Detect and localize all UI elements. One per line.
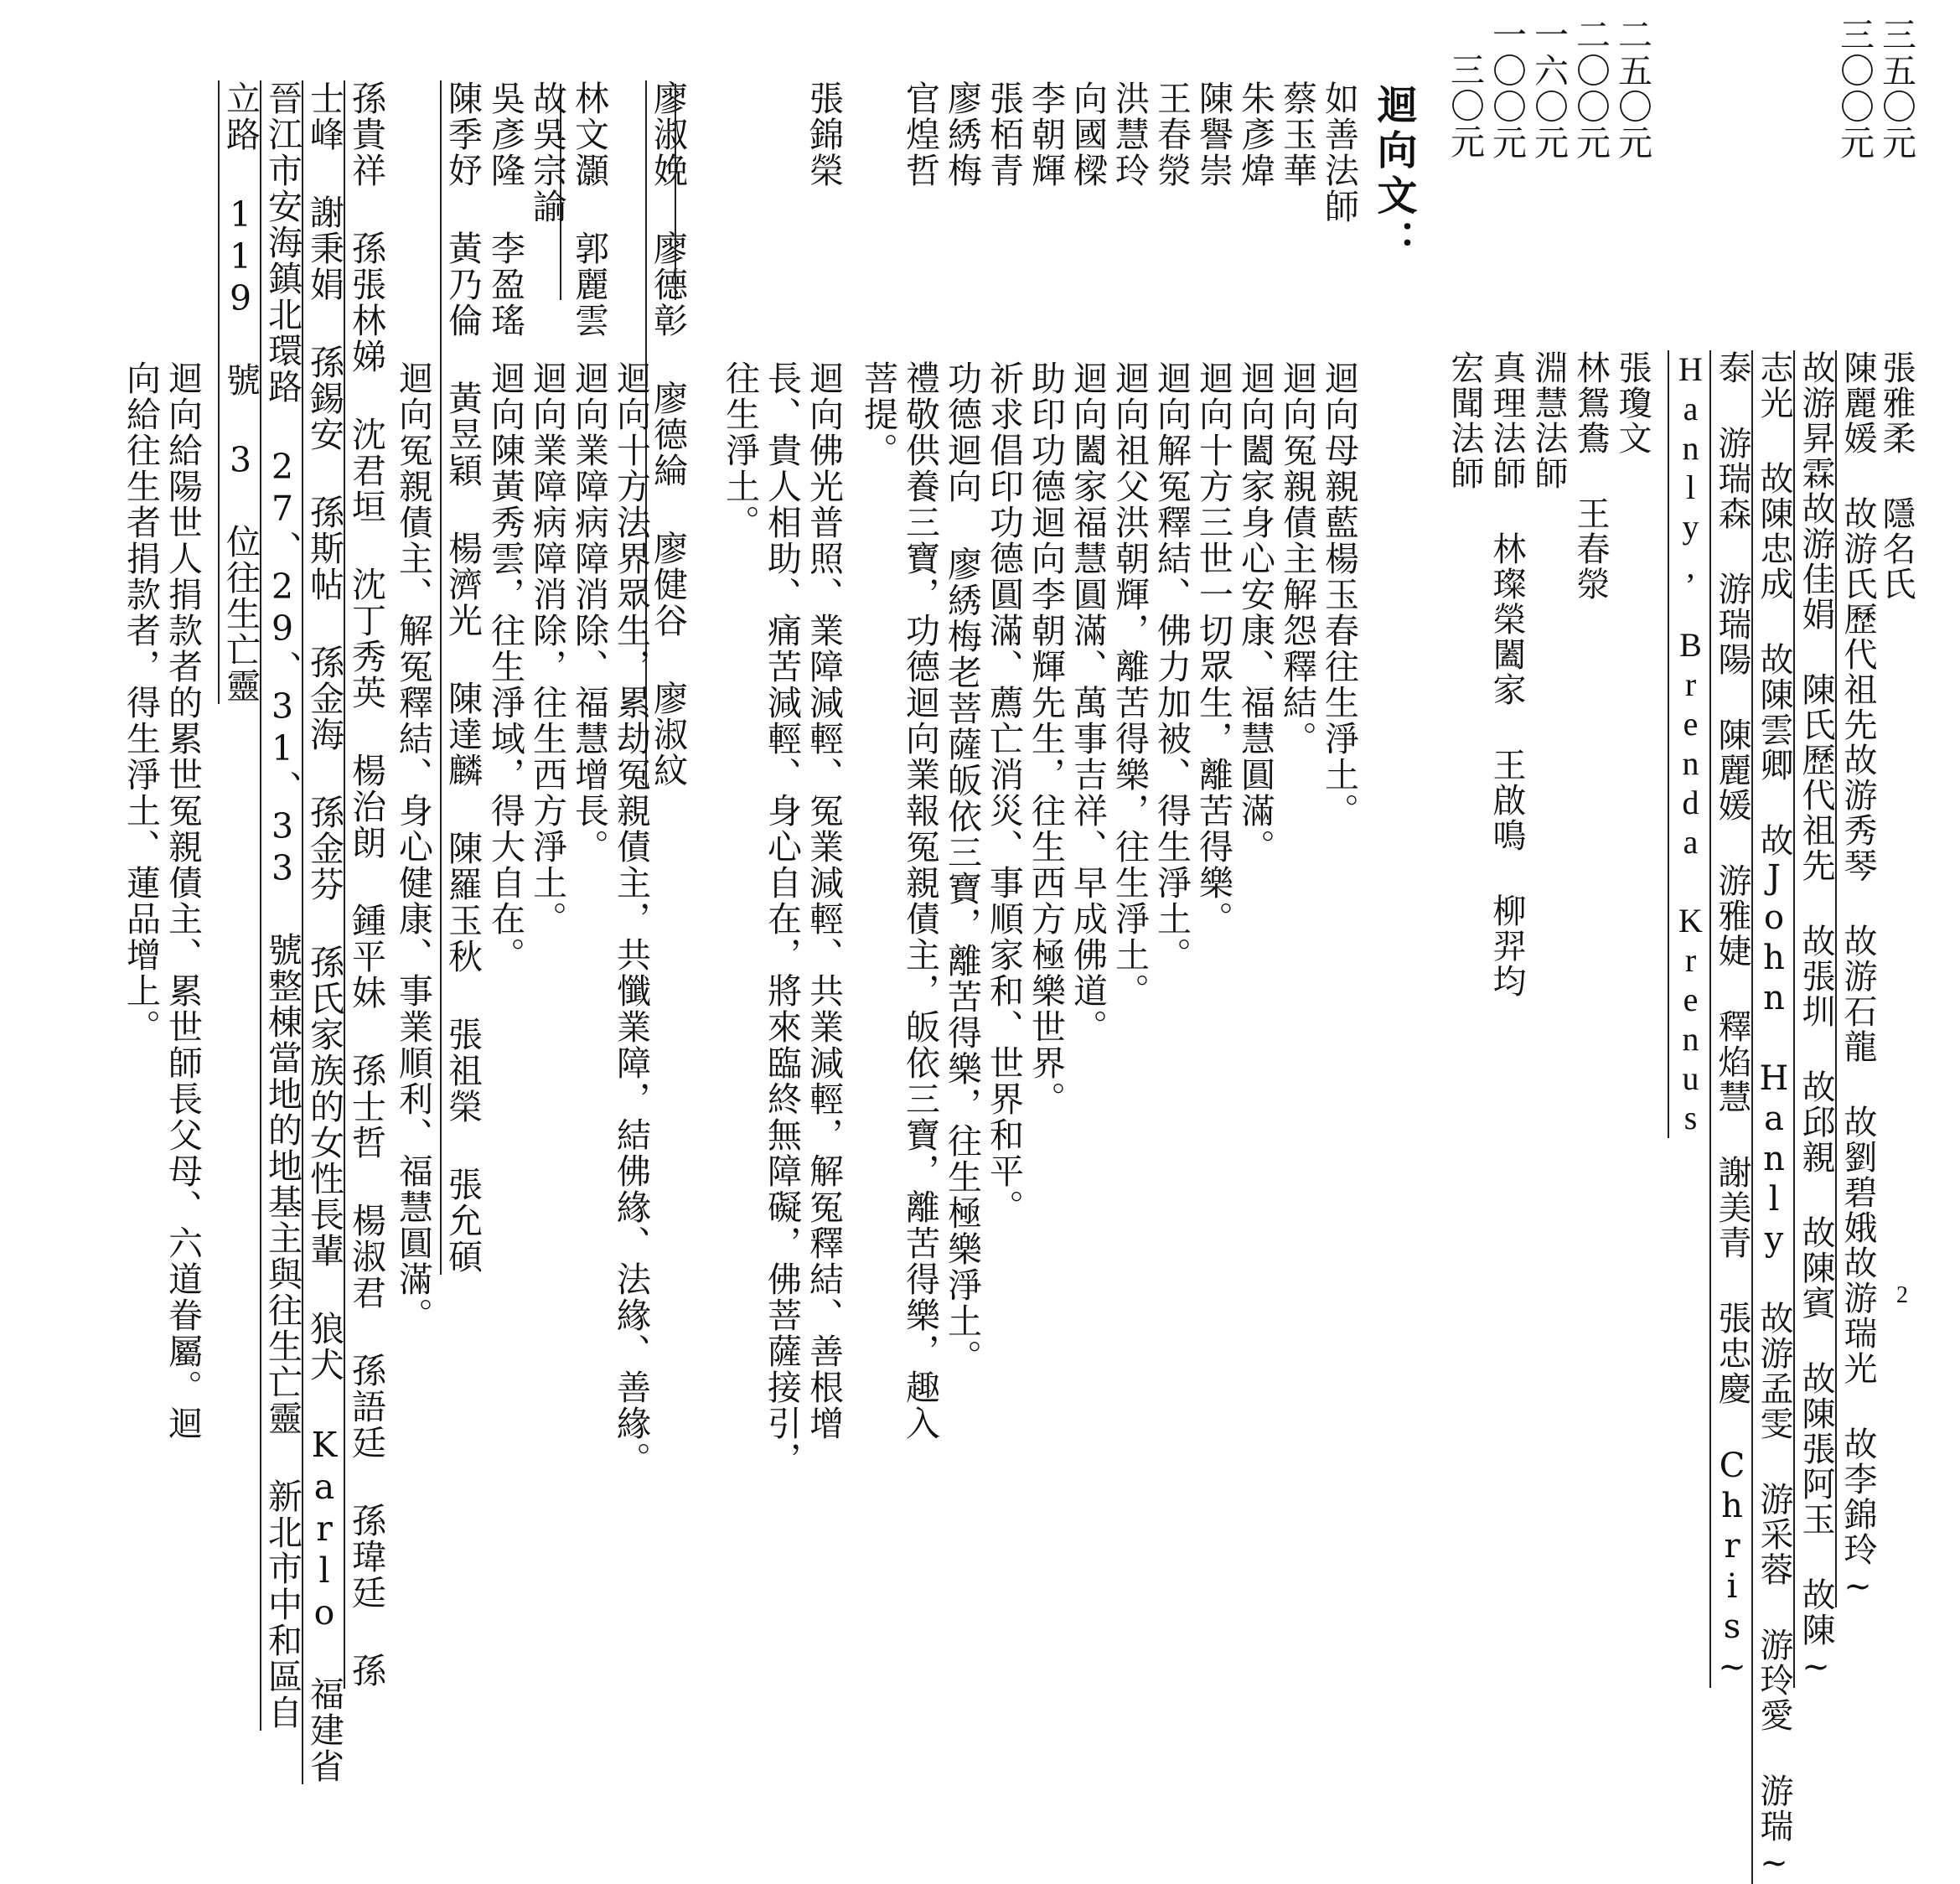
entry-text: 迴向祖父洪朝輝，離苦得樂，往生淨土。	[1109, 360, 1150, 1009]
group-liao-text: 迴向十方法界眾生，累劫冤親債主，共懺業障，結佛緣、法緣、善緣。	[611, 360, 651, 1478]
entry-name: 洪慧玲	[1109, 80, 1150, 189]
entry-name: 官煌哲	[900, 80, 940, 189]
entry-text: 助印功德迴向李朝輝先生，往生西方極樂世界。	[1026, 360, 1066, 1117]
entry-text: 迴向佛光普照、業障減輕、冤業減輕、共業減輕，解冤釋結、善根增	[804, 360, 844, 1441]
group-liao-text: 迴向業障病障消除、福慧增長。	[569, 360, 609, 865]
entry-name: 王春滎	[1151, 80, 1192, 189]
group-lin-name: 林文灝 郭麗雲	[569, 80, 609, 339]
donor-line: 張瓊文	[1613, 350, 1652, 456]
donor-line: 張雅柔 隱名氏	[1877, 350, 1916, 602]
entry-text: 祈求倡印功德圓滿、薦亡消災、事順家和、世界和平。	[984, 360, 1024, 1225]
group-lin-name: 故吳宗諭	[527, 80, 567, 225]
group-sun-text: 向給往生者捐款者，得生淨土、蓮品增上。	[121, 360, 161, 1045]
donor-line: 陳麗媛 故游氏歷代祖先故游秀琴 故游石龍 故劉碧娥故游瑞光 故李錦玲~	[1835, 350, 1877, 1607]
entry-text-cont: 往生淨土。	[720, 360, 760, 541]
entry-name: 朱彥煒	[1235, 80, 1275, 189]
group-liao-text: 迴向陳黃秀雲，往生淨域，得大自在。	[485, 360, 525, 973]
entry-name: 張栢青	[984, 80, 1024, 189]
entry-name: 如善法師	[1319, 80, 1359, 225]
donor-line: 淵慧法師	[1529, 350, 1568, 491]
group-sun-line: 立路 119 號 3 位往生亡靈	[218, 80, 260, 704]
entry-name: 蔡玉華	[1277, 80, 1317, 189]
entry-name: 李朝輝	[1026, 80, 1066, 189]
amount-200: 二〇〇元	[1570, 17, 1611, 161]
amount-100: 一〇〇元	[1487, 17, 1527, 161]
entry-text: 功德迴向 廖綉梅老菩薩皈依三寶，離苦得樂，往生極樂淨土。	[942, 360, 982, 1375]
group-chen-names: 陳季妤 黃乃倫 黃昱穎 楊濟光 陳達麟 陳羅玉秋 張祖榮 張允碩	[440, 80, 482, 1275]
amount-300: 三〇〇元	[1834, 17, 1875, 161]
group-liao-names: 廖淑娩 廖德彰 廖德綸 廖健谷 廖淑紋	[645, 80, 687, 789]
entry-text: 禮敬供養三寶，功德迴向業報冤親債主，皈依三寶，離苦得樂，趣入	[900, 360, 940, 1441]
group-sun-text: 迴向給陽世人捐款者的累世冤親債主、累世師長父母、六道眷屬。迴	[163, 360, 203, 1441]
entry-text: 迴向母親藍楊玉春往生淨土。	[1319, 360, 1359, 829]
entry-text: 迴向冤親債主解怨釋結。	[1277, 360, 1317, 757]
amount-350: 三五〇元	[1876, 17, 1916, 161]
entry-name: 張錦榮	[804, 80, 844, 189]
page-number: 2	[1896, 1282, 1908, 1308]
entry-text-cont: 菩提。	[858, 360, 898, 468]
group-sun-line: 士峰 謝秉娟 孫錫安 孫斯帖 孫金海 孫金芬 孫氏家族的女性長輩 狼犬 Karlo 福建省	[302, 80, 344, 1784]
entry-name: 廖綉梅	[942, 80, 982, 189]
dedication-title: 迴向文：	[1370, 84, 1417, 265]
entry-text: 迴向闔家身心安康、福慧圓滿。	[1235, 360, 1275, 865]
group-lin-name: 吳彥隆 李盈瑤	[485, 80, 525, 339]
amount-30: 三〇元	[1445, 52, 1485, 160]
donor-line: 泰 游瑞森 游瑞陽 陳麗媛 游雅婕 釋焰慧 謝美青 張忠慶 Chris~	[1709, 350, 1751, 1688]
entry-text: 迴向十方三世一切眾生，離苦得樂。	[1193, 360, 1233, 937]
donor-line: 故游昇霖故游佳娟 陳氏歷代祖先 故張圳 故邱親 故陳賓 故陳張阿玉 故陳~	[1793, 350, 1835, 1688]
entry-name: 陳譽崇	[1193, 80, 1233, 189]
group-sun-line: 晉江市安海鎮北環路 27、29、31、33 號整棟當地的地基主與往生亡靈 新北市中和區自	[260, 80, 302, 1731]
donor-line: 林鴛鴦 王春滎	[1571, 350, 1610, 602]
entry-name: 向國樑	[1068, 80, 1108, 189]
entry-text: 迴向解冤釋結、佛力加被、得生淨土。	[1151, 360, 1192, 973]
entry-text-cont: 長、貴人相助、痛苦減輕、身心自在，將來臨終無障礙，佛菩薩接引，	[762, 360, 802, 1478]
entry-text: 迴向闔家福慧圓滿、萬事吉祥、早成佛道。	[1068, 360, 1108, 1045]
amount-160: 一六〇元	[1528, 17, 1569, 161]
amount-250: 二五〇元	[1612, 17, 1652, 161]
group-liao-text: 迴向冤親債主、解冤釋結、身心健康、事業順利、福慧圓滿。	[393, 360, 433, 1333]
donor-line: 志光 故陳忠成 故陳雲卿 故John Hanly 故游孟雯 游采蓉 游玲愛 游瑞~	[1751, 350, 1793, 1884]
group-sun-line: 孫貴祥 孫張林娣 沈君垣 沈丁秀英 楊治朗 鍾平妹 孫士哲 楊淑君 孫語廷 孫瑋廷 孫	[344, 80, 385, 1689]
donor-line: Hanly, Brenda Krenus	[1668, 350, 1709, 1138]
group-liao-text: 迴向業障病障消除，往生西方淨土。	[527, 360, 567, 937]
donor-line: 真理法師 林璨榮闔家 王啟鳴 柳羿均	[1487, 350, 1526, 999]
donor-line: 宏聞法師	[1445, 350, 1484, 491]
